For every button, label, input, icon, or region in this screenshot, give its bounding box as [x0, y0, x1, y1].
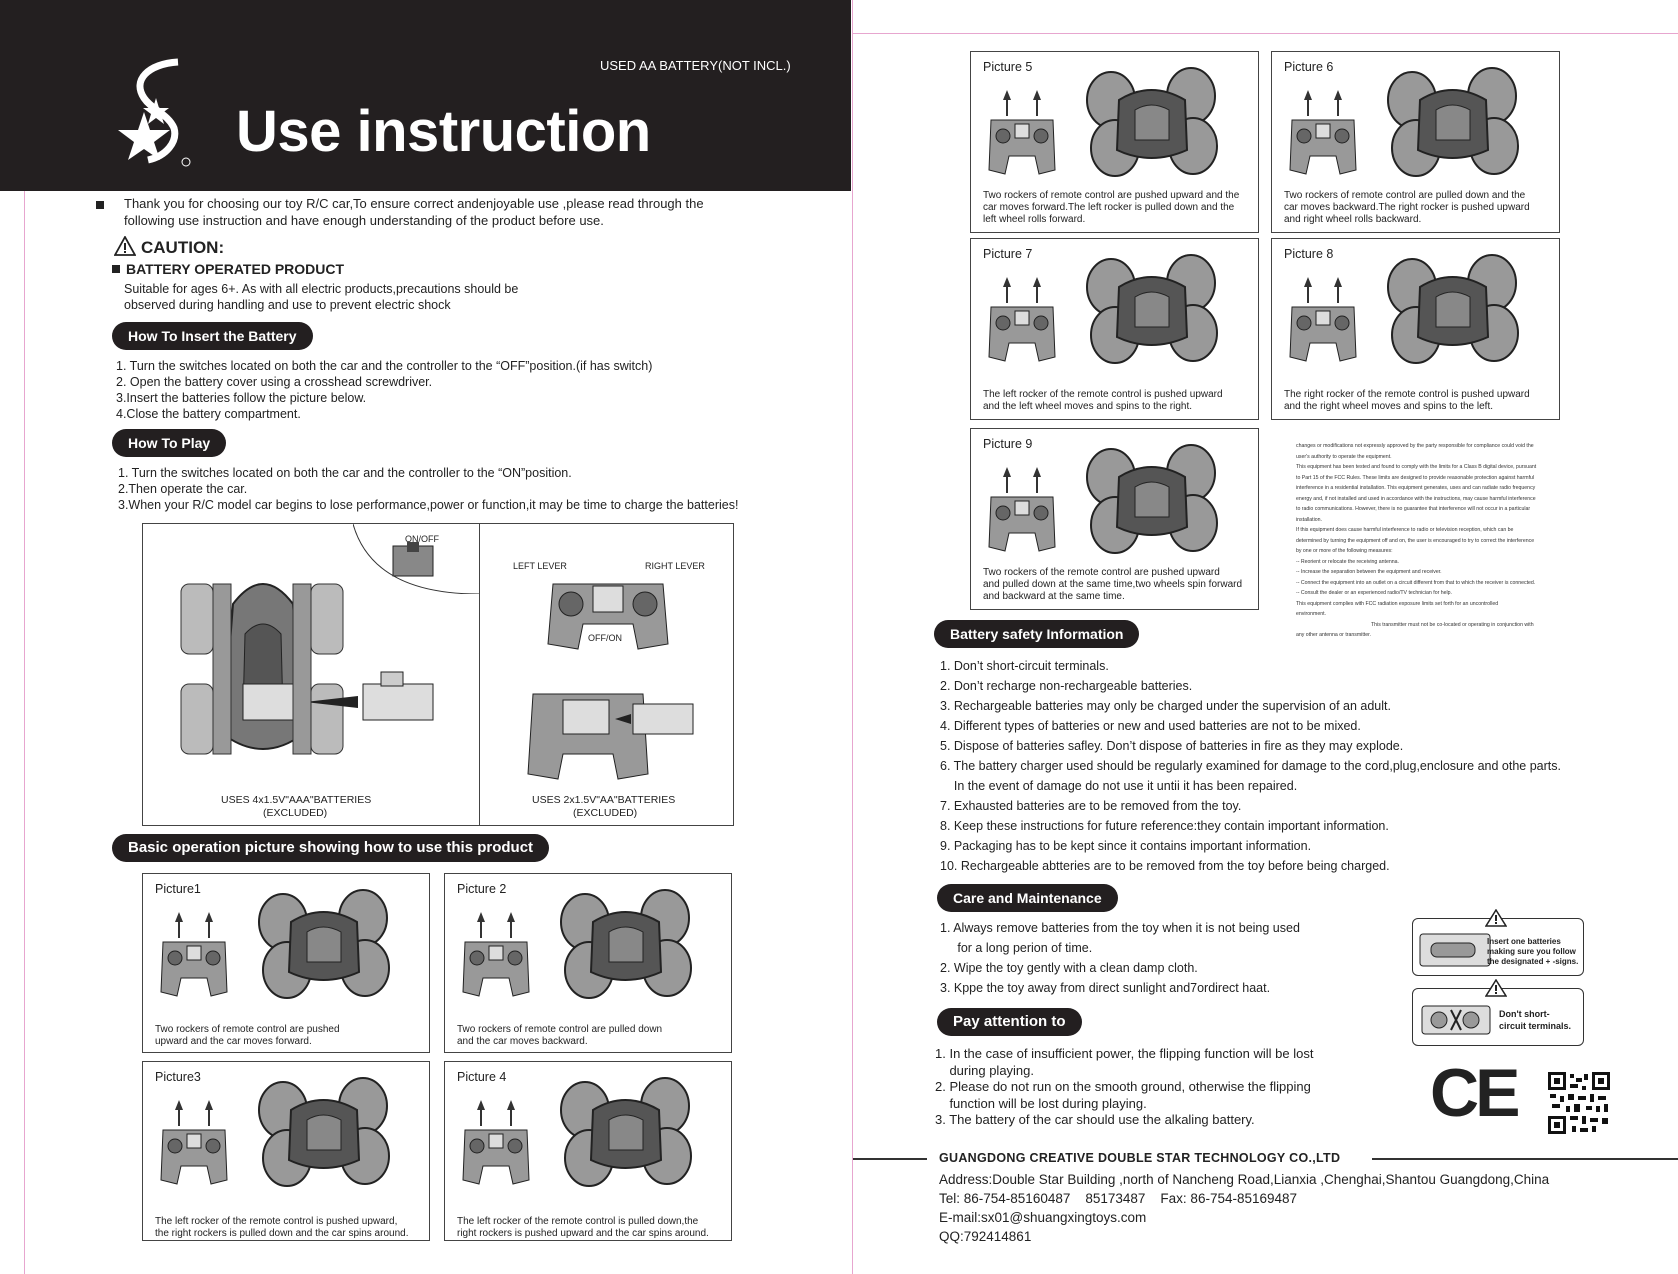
remote-control-icon [1288, 86, 1358, 181]
care-list [940, 918, 1300, 998]
picture-caption: and the car moves backward. [457, 1036, 588, 1047]
company-phone: Tel: 86-754-85160487 85173487 Fax: 86-754-85169487 [939, 1191, 1298, 1206]
fcc-line: -- Connect the equipment into an outlet on a circuit different from that to which the receiver is connected. [1296, 579, 1536, 586]
picture-caption: Two rockers of remote control are pushed [155, 1024, 340, 1035]
attention-item: 2. Please do not run on the smooth ground, otherwise the flipping [935, 1079, 1311, 1094]
safety-item: 6. The battery charger used should be regularly examined for damage to the cord,plug,enclosure and othe parts. [940, 759, 1561, 773]
fcc-line: environment. [1296, 611, 1326, 617]
battery-safety-heading: Battery safety Information [934, 620, 1139, 648]
stunt-car-icon [1382, 247, 1522, 372]
safety-item: 10. Rechargeable abtteries are to be removed from the toy before being charged. [940, 859, 1390, 873]
remote-control-icon [987, 86, 1057, 181]
left-lever-label: LEFT LEVER [513, 561, 567, 571]
operation-picture-9 [970, 428, 1259, 610]
guide-line-left [24, 0, 25, 1274]
picture-caption: the right rockers is pulled down and the car spins around. [155, 1228, 409, 1239]
picture-title: Picture 7 [983, 247, 1033, 261]
caution-subtitle: BATTERY OPERATED PRODUCT [126, 261, 345, 277]
fcc-line: user's authority to operate the equipment. [1296, 453, 1392, 460]
intro-line-2: following use instruction and have enough understanding of the product before use. [124, 213, 604, 228]
picture-caption: and pulled down at the same time,two wheels spin forward [983, 579, 1243, 590]
care-item: 1. Always remove batteries from the toy when it is not being used [940, 921, 1300, 935]
battery-note: USED AA BATTERY(NOT INCL.) [600, 58, 791, 73]
fcc-line: This transmitter must not be co-located or operating in conjunction with [1371, 621, 1534, 628]
warning-text: circuit terminals. [1499, 1021, 1572, 1031]
diagram-divider [479, 524, 480, 825]
fcc-line: -- Consult the dealer or an experienced radio/TV technician for help. [1296, 590, 1452, 596]
star-logo-icon [108, 58, 196, 174]
caution-title: CAUTION: [141, 238, 225, 257]
insert-step-2: 2. Open the battery cover using a crosshead screwdriver. [116, 375, 433, 389]
safety-item: 7. Exhausted batteries are to be removed from the toy. [940, 799, 1242, 813]
picture-caption: Two rockers of the remote control are pushed upward [983, 567, 1220, 578]
safety-item: 3. Rechargeable batteries may only be charged under the supervision of an adult. [940, 699, 1391, 713]
battery-diagram [142, 523, 734, 826]
operation-picture-7 [970, 238, 1259, 420]
picture-title: Picture 2 [457, 882, 507, 896]
fcc-line: If this equipment does cause harmful interference to radio or television reception, which can be [1296, 527, 1514, 533]
safety-item: 4. Different types of batteries or new and used batteries are not to be mixed. [940, 719, 1361, 733]
picture-caption: car moves backward.The right rocker is pushed upward [1284, 202, 1530, 213]
care-item: for a long perion of time. [940, 941, 1093, 955]
company-email: E-mail:sx01@shuangxingtoys.com [939, 1210, 1147, 1225]
fcc-line: to Part 15 of the FCC Rules. These limits are designed to provide reasonable protection against harmful [1296, 474, 1535, 481]
remote-control-icon [987, 463, 1057, 558]
stunt-car-icon [1081, 60, 1221, 185]
safety-item: 2. Don’t recharge non-rechargeable batteries. [940, 679, 1193, 693]
ce-mark: CE [1430, 1055, 1517, 1131]
warning-text: Insert one batteries [1487, 937, 1561, 946]
fcc-line: This equipment complies with FCC radiation exposure limits set forth for an uncontrolled [1296, 600, 1499, 607]
picture-title: Picture 4 [457, 1070, 507, 1084]
remote-control-icon [159, 1096, 229, 1191]
company-qq: QQ:792414861 [939, 1229, 1032, 1244]
on-off-label: ON/OFF [405, 534, 439, 544]
picture-title: Picture3 [155, 1070, 201, 1084]
stunt-car-icon [1382, 60, 1522, 185]
picture-caption: The right rocker of the remote control is pushed upward [1284, 389, 1530, 400]
insert-step-4: 4.Close the battery compartment. [116, 407, 301, 421]
attention-item: 3. The battery of the car should use the alkaling battery. [935, 1112, 1255, 1127]
short-circuit-warning [1412, 988, 1584, 1046]
car-battery-label-2: (EXCLUDED) [263, 807, 328, 819]
picture-caption: and right wheel rolls backward. [1284, 214, 1422, 225]
intro-line-1: Thank you for choosing our toy R/C car,To ensure correct andenjoyable use ,please read through the [124, 196, 704, 211]
operation-picture-2 [444, 873, 732, 1053]
picture-title: Picture 8 [1284, 247, 1334, 261]
remote-control-icon [461, 1096, 531, 1191]
short-circuit-icon [1421, 1005, 1491, 1035]
attention-list [935, 1046, 1313, 1129]
safety-item: 5. Dispose of batteries safley. Don’t dispose of batteries in fire as they may explode. [940, 739, 1404, 753]
off-on-label: OFF/ON [588, 633, 622, 643]
picture-title: Picture 5 [983, 60, 1033, 74]
picture-caption: and the left wheel moves and spins to the right. [983, 401, 1193, 412]
safety-item: 8. Keep these instructions for future reference:they contain important information. [940, 819, 1389, 833]
operation-picture-1 [142, 873, 430, 1053]
picture-caption: upward and the car moves forward. [155, 1036, 312, 1047]
remote-control-icon [987, 273, 1057, 368]
company-name: GUANGDONG CREATIVE DOUBLE STAR TECHNOLOGY CO.,LTD [939, 1151, 1341, 1165]
stunt-car-icon [253, 1070, 393, 1195]
controller-battery-illustration [523, 684, 703, 784]
fcc-line: interference in a residential installation. This equipment generates, uses and can radiate radio frequency [1296, 485, 1536, 491]
operation-picture-4 [444, 1061, 732, 1241]
bullet-square [112, 265, 120, 273]
fcc-line: -- Increase the separation between the equipment and receiver. [1296, 569, 1442, 575]
attention-item: function will be lost during playing. [935, 1095, 1147, 1111]
guide-line-top [852, 33, 1678, 34]
car-battery-label-1: USES 4x1.5V"AAA"BATTERIES [221, 794, 372, 806]
warning-text: Don't short- [1499, 1009, 1550, 1019]
basic-operation-heading: Basic operation picture showing how to use this product [112, 834, 549, 862]
battery-safety-list [940, 656, 1561, 876]
safety-item: 9. Packaging has to be kept since it contains important information. [940, 839, 1312, 853]
page-title: Use instruction [236, 99, 651, 164]
footer-rule-right [1372, 1158, 1678, 1160]
fcc-line: by one or more of the following measures: [1296, 548, 1393, 554]
remote-control-icon [461, 908, 531, 1003]
play-step-3: 3.When your R/C model car begins to lose performance,power or function,it may be time to charge the batteries! [118, 498, 739, 512]
picture-caption: and the right wheel moves and spins to the left. [1284, 401, 1494, 412]
fcc-line: any other antenna or transmitter. [1296, 632, 1371, 638]
battery-icon [1419, 933, 1491, 967]
insert-step-1: 1. Turn the switches located on both the car and the controller to the “OFF”position.(if has switch) [116, 359, 653, 373]
picture-title: Picture 9 [983, 437, 1033, 451]
page-divider [852, 0, 853, 1274]
stunt-car-icon [555, 1070, 695, 1195]
company-address: Address:Double Star Building ,north of Nancheng Road,Lianxia ,Chenghai,Shantou Guangdong,China [939, 1172, 1550, 1187]
safety-item: In the event of damage do not use it untii it has been repaired. [940, 779, 1298, 793]
warning-text: making sure you follow [1487, 947, 1576, 956]
fcc-line: This equipment has been tested and found to comply with the limits for a Class B digital device, pursuant [1296, 464, 1537, 470]
footer-rule-left [853, 1158, 927, 1160]
stunt-car-icon [253, 882, 393, 1007]
attention-item: during playing. [935, 1062, 1035, 1078]
warning-text: the designated + -signs. [1487, 957, 1579, 966]
picture-caption: The left rocker of the remote control is pushed upward [983, 389, 1223, 400]
picture-caption: right rockers is pushed upward and the car spins around. [457, 1228, 709, 1239]
safety-item: 1. Don’t short-circuit terminals. [940, 659, 1109, 673]
stunt-car-icon [555, 882, 695, 1007]
stunt-car-icon [1081, 247, 1221, 372]
fcc-line: determined by turning the equipment off and on, the user is encouraged to try to correct the interference [1296, 537, 1535, 544]
picture-title: Picture1 [155, 882, 201, 896]
bullet-square [96, 201, 104, 209]
header-banner [0, 0, 851, 191]
care-item: 3. Kppe the toy away from direct sunlight and7ordirect haat. [940, 981, 1271, 995]
picture-caption: Two rockers of remote control are pulled down and the [1284, 190, 1526, 201]
insert-step-3: 3.Insert the batteries follow the picture below. [116, 391, 367, 405]
qr-code-icon [1546, 1070, 1612, 1136]
play-step-1: 1. Turn the switches located on both the car and the controller to the “ON”position. [118, 466, 572, 480]
picture-caption: The left rocker of the remote control is pulled down,the [457, 1216, 699, 1227]
fcc-line: to radio communications. However, there is no guarantee that interference will not occur in a particular [1296, 506, 1531, 512]
care-heading: Care and Maintenance [937, 884, 1118, 912]
picture-title: Picture 6 [1284, 60, 1334, 74]
stunt-car-icon [1081, 437, 1221, 562]
operation-picture-8 [1271, 238, 1560, 420]
warning-triangle-icon [1485, 979, 1507, 997]
care-item: 2. Wipe the toy gently with a clean damp cloth. [940, 961, 1198, 975]
operation-picture-5 [970, 51, 1259, 233]
operation-picture-3 [142, 1061, 430, 1241]
picture-caption: and backward at the same time. [983, 591, 1125, 602]
fcc-line: -- Reorient or relocate the receiving antenna. [1296, 558, 1399, 565]
picture-caption: Two rockers of remote control are pulled down [457, 1024, 663, 1035]
remote-control-icon [159, 908, 229, 1003]
warning-triangle-icon [1485, 909, 1507, 927]
attention-item: 1. In the case of insufficient power, the flipping function will be lost [935, 1046, 1314, 1061]
right-lever-label: RIGHT LEVER [645, 561, 705, 571]
controller-battery-label-2: (EXCLUDED) [573, 807, 638, 819]
picture-caption: The left rocker of the remote control is pushed upward, [155, 1216, 398, 1227]
attention-heading: Pay attention to [937, 1008, 1082, 1036]
fcc-line: installation. [1296, 516, 1322, 523]
controller-battery-label-1: USES 2x1.5V"AA"BATTERIES [532, 794, 676, 806]
picture-caption: Two rockers of remote control are pushed upward and the [983, 190, 1240, 201]
remote-control-icon [1288, 273, 1358, 368]
fcc-statement [1296, 441, 1571, 641]
insert-battery-heading: How To Insert the Battery [112, 322, 313, 350]
fcc-line: changes or modifications not expressly approved by the party responsible for compliance could void the [1296, 443, 1534, 449]
how-to-play-heading: How To Play [112, 429, 226, 457]
caution-line-1: Suitable for ages 6+. As with all electric products,precautions should be [124, 282, 519, 296]
warning-triangle-icon [114, 236, 136, 256]
battery-polarity-warning [1412, 918, 1584, 976]
caution-line-2: observed during handling and use to prevent electric shock [124, 298, 451, 312]
operation-picture-6 [1271, 51, 1560, 233]
play-step-2: 2.Then operate the car. [118, 482, 248, 496]
fcc-line: energy and, if not installed and used in accordance with the instructions, may cause harmful interference [1296, 495, 1536, 502]
picture-caption: car moves forward.The left rocker is pulled down and the [983, 202, 1235, 213]
picture-caption: left wheel rolls forward. [983, 214, 1086, 225]
